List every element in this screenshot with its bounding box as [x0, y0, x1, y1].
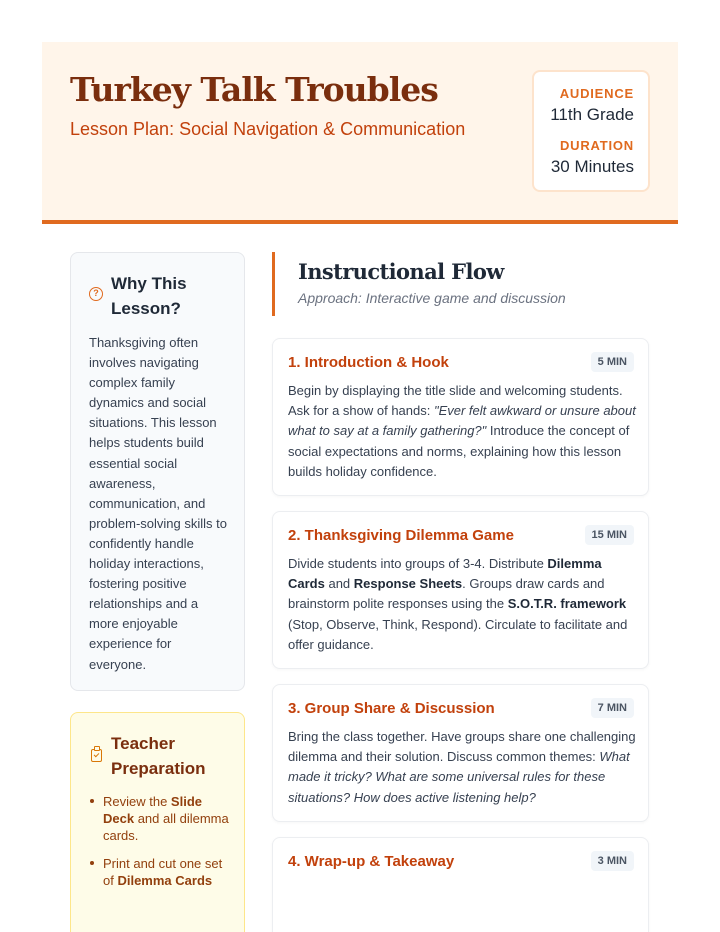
step-body-text: and	[324, 576, 354, 592]
step-card	[272, 511, 649, 669]
prep-card-heading	[89, 731, 234, 781]
why-this-lesson-card	[70, 252, 245, 691]
step-title: 4. Wrap-up & Takeaway	[288, 853, 455, 870]
step-title: 2. Thanksgiving Dilemma Game	[288, 527, 514, 544]
step-body-text: (Stop, Observe, Think, Respond). Circulate to facilitate and offer guidance.	[288, 616, 628, 652]
audience-value: 11th Grade	[550, 105, 634, 124]
teacher-preparation-card	[70, 712, 245, 932]
step-duration-badge: 5 MIN	[591, 352, 634, 372]
why-card-title: Why This Lesson?	[111, 274, 187, 318]
duration-value: 30 Minutes	[550, 157, 634, 176]
page-subtitle: Lesson Plan: Social Navigation & Communication	[70, 119, 466, 139]
step-body-text: Bring the class together. Have groups share one challenging dilemma and their solution. Discuss common themes:	[288, 729, 636, 765]
duration-label: DURATION	[559, 138, 634, 153]
step-body	[288, 554, 638, 655]
step-card	[272, 684, 649, 822]
prep-item: Print and cut one set of Dilemma Cards	[89, 855, 234, 889]
step-title: 3. Group Share & Discussion	[288, 700, 495, 717]
step-body-bold-term: Dilemma Cards	[288, 556, 602, 592]
step-body-emphasis: What made it tricky? What are some universal rules for these situations? How does active listening help?	[288, 749, 630, 805]
step-body-bold-term: S.O.T.R. framework	[507, 596, 627, 612]
step-body-bold-term: Response Sheets	[353, 576, 463, 592]
prep-card-title: Teacher Preparation	[111, 734, 206, 778]
page-title: Turkey Talk Troubles	[70, 70, 438, 109]
flow-title: Instructional Flow	[298, 259, 504, 284]
instructional-flow-heading	[272, 252, 652, 316]
lesson-meta-card	[532, 70, 650, 192]
step-duration-badge: 15 MIN	[585, 525, 634, 545]
audience-label: AUDIENCE	[559, 86, 634, 101]
step-body	[288, 381, 638, 482]
step-body-text: Introduce the concept of social expectations and norms, explaining how this lesson builds holiday confidence.	[288, 423, 630, 479]
flow-approach: Approach: Interactive game and discussion	[298, 290, 566, 306]
step-card	[272, 837, 649, 932]
question-circle-icon: ?	[89, 287, 103, 301]
prep-list	[89, 793, 234, 900]
step-body-emphasis: "Ever felt awkward or unsure about what to say at a family gathering?"	[288, 403, 636, 439]
clipboard-check-icon	[91, 749, 102, 762]
step-body	[288, 727, 638, 808]
lesson-header	[42, 42, 678, 224]
step-card	[272, 338, 649, 496]
step-title: 1. Introduction & Hook	[288, 354, 449, 371]
step-duration-badge: 7 MIN	[591, 698, 634, 718]
why-card-heading	[89, 271, 234, 321]
step-body-text: Divide students into groups of 3-4. Distribute	[288, 556, 548, 571]
prep-item: Review the Slide Deck and all dilemma cards.	[89, 793, 234, 844]
step-body-text: . Groups draw cards and brainstorm polite responses using the	[288, 576, 605, 612]
step-body-text: Begin by displaying the title slide and welcoming students. Ask for a show of hands:	[288, 383, 623, 419]
step-duration-badge: 3 MIN	[591, 851, 634, 871]
why-card-body: Thanksgiving often involves navigating complex family dynamics and social situations. This lesson helps students build essential social awareness, communication, and problem-solving skills to confidently handle holiday interactions, fostering positive relationships and a more enjoyable experience for everyone.	[89, 335, 227, 672]
